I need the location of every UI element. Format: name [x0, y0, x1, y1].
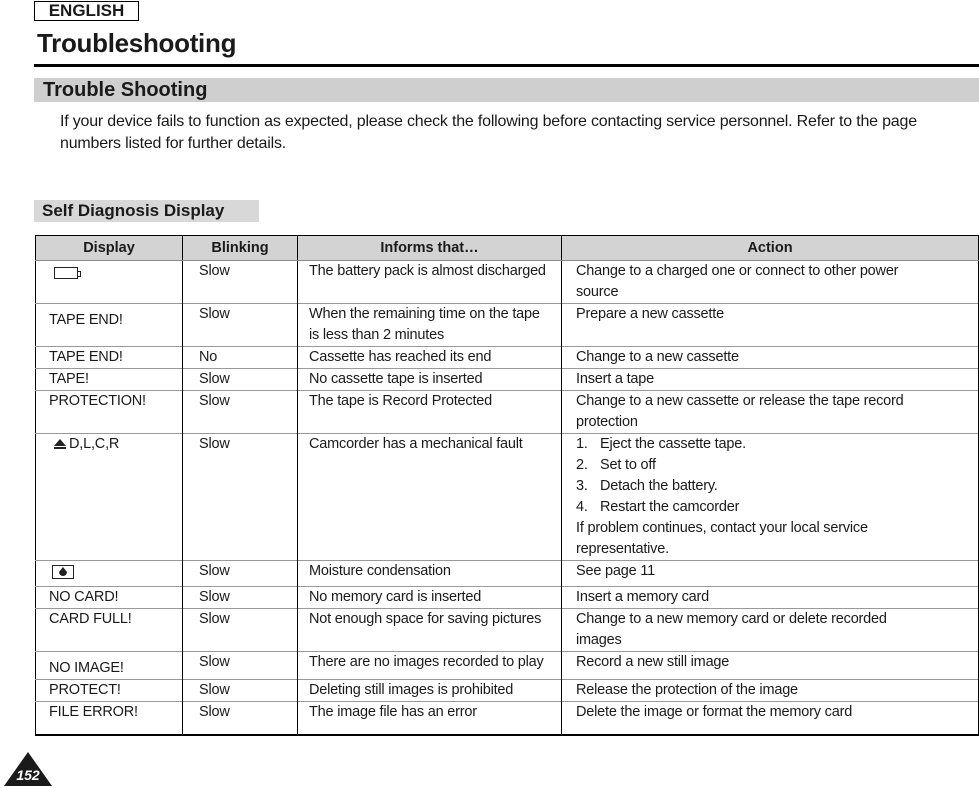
informs-cell: There are no images recorded to play — [298, 652, 562, 680]
dew-icon — [52, 565, 74, 579]
informs-cell: Cassette has reached its end — [298, 347, 562, 369]
table-row — [36, 434, 979, 561]
display-text: D,L,C,R — [69, 436, 120, 452]
informs-cell: No memory card is inserted — [298, 587, 562, 609]
blinking-cell: Slow — [183, 702, 298, 736]
informs-cell: Deleting still images is prohibited — [298, 680, 562, 702]
action-steps — [576, 434, 928, 518]
page-number: 152 — [16, 767, 40, 783]
table-row — [36, 561, 979, 587]
informs-cell: The battery pack is almost discharged — [298, 261, 562, 304]
display-cell — [36, 561, 183, 587]
display-cell — [36, 261, 183, 304]
table-section-heading: Self Diagnosis Display — [34, 200, 259, 222]
display-cell: FILE ERROR! — [36, 702, 183, 736]
action-cell: Insert a memory card — [562, 587, 979, 609]
blinking-cell: Slow — [183, 261, 298, 304]
table-row — [36, 609, 979, 652]
display-cell: PROTECTION! — [36, 391, 183, 434]
table-header-row — [36, 236, 979, 261]
action-cell: Change to a charged one or connect to other power source — [562, 261, 979, 304]
display-text: TAPE END! — [49, 312, 123, 328]
list-item: 4. Restart the camcorder — [576, 499, 740, 515]
table-row — [36, 369, 979, 391]
display-cell: TAPE END! — [36, 347, 183, 369]
column-header-informs: Informs that… — [298, 236, 562, 261]
table-row — [36, 391, 979, 434]
section-heading: Trouble Shooting — [34, 78, 979, 102]
display-text: NO IMAGE! — [49, 660, 124, 676]
list-item: 2. Set to off — [576, 457, 656, 473]
informs-cell: The tape is Record Protected — [298, 391, 562, 434]
action-cell: Prepare a new cassette — [562, 304, 979, 347]
informs-cell: When the remaining time on the tape is less than 2 minutes — [298, 304, 562, 347]
self-diagnosis-table — [35, 235, 979, 736]
action-cell: Release the protection of the image — [562, 680, 979, 702]
informs-cell: No cassette tape is inserted — [298, 369, 562, 391]
informs-cell: Not enough space for saving pictures — [298, 609, 562, 652]
list-item: 1. Eject the cassette tape. — [576, 436, 746, 452]
table-row — [36, 702, 979, 736]
action-cell: Change to a new cassette — [562, 347, 979, 369]
informs-cell: Moisture condensation — [298, 561, 562, 587]
action-note: If problem continues, contact your local service representative. — [576, 520, 868, 557]
title-rule — [34, 64, 979, 67]
display-cell — [36, 304, 183, 347]
table-row — [36, 304, 979, 347]
action-cell: See page 11 — [562, 561, 979, 587]
blinking-cell: Slow — [183, 561, 298, 587]
blinking-cell: Slow — [183, 609, 298, 652]
display-cell — [36, 434, 183, 561]
display-cell: NO CARD! — [36, 587, 183, 609]
action-cell: Insert a tape — [562, 369, 979, 391]
informs-cell: The image file has an error — [298, 702, 562, 736]
page-title: Troubleshooting — [37, 28, 237, 58]
blinking-cell: Slow — [183, 652, 298, 680]
intro-paragraph: If your device fails to function as expected, please check the following before contacting service personnel. Refer to the page numbers listed for further details. — [60, 113, 917, 152]
table-row — [36, 347, 979, 369]
display-cell: TAPE! — [36, 369, 183, 391]
action-cell: Record a new still image — [562, 652, 979, 680]
display-cell: CARD FULL! — [36, 609, 183, 652]
display-cell: PROTECT! — [36, 680, 183, 702]
column-header-display: Display — [36, 236, 183, 261]
language-tag: ENGLISH — [34, 1, 139, 21]
blinking-cell: No — [183, 347, 298, 369]
action-cell: Delete the image or format the memory card — [562, 702, 979, 736]
blinking-cell: Slow — [183, 680, 298, 702]
column-header-blinking: Blinking — [183, 236, 298, 261]
blinking-cell: Slow — [183, 391, 298, 434]
action-cell: Change to a new memory card or delete recorded images — [562, 609, 979, 652]
battery-icon — [54, 267, 78, 279]
eject-icon — [53, 439, 67, 449]
table-row — [36, 261, 979, 304]
display-cell — [36, 652, 183, 680]
blinking-cell: Slow — [183, 369, 298, 391]
action-cell — [562, 434, 979, 561]
list-item: 3. Detach the battery. — [576, 478, 718, 494]
blinking-cell: Slow — [183, 434, 298, 561]
table-row — [36, 587, 979, 609]
blinking-cell: Slow — [183, 304, 298, 347]
informs-cell: Camcorder has a mechanical fault — [298, 434, 562, 561]
table-row — [36, 680, 979, 702]
blinking-cell: Slow — [183, 587, 298, 609]
table-row — [36, 652, 979, 680]
column-header-action: Action — [562, 236, 979, 261]
action-cell: Change to a new cassette or release the tape record protection — [562, 391, 979, 434]
